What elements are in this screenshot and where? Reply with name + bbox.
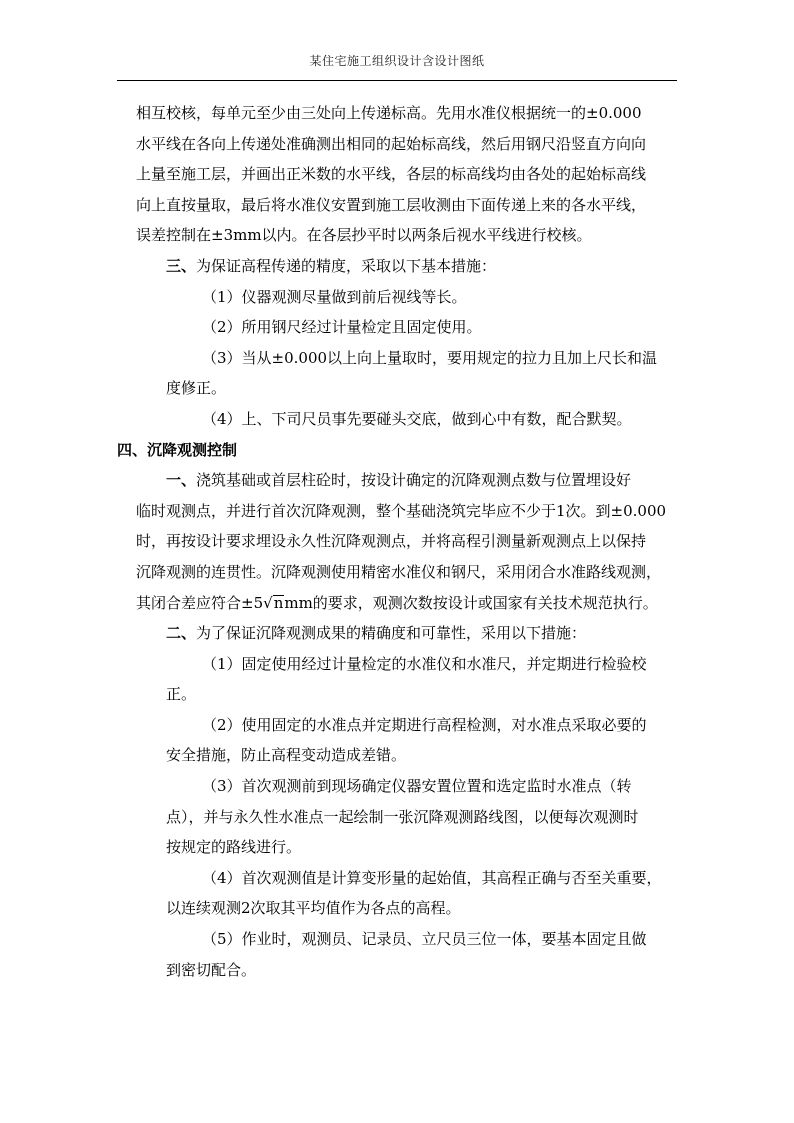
text-line: 正。 <box>166 685 197 704</box>
section-three-intro <box>136 251 676 282</box>
text-line: 相互校核，每单元至少由三处向上传递标高。先用水准仪根据统一的±0.000 <box>136 104 642 122</box>
text-line <box>136 251 676 282</box>
text-line <box>136 588 676 619</box>
text-line: （1）固定使用经过计量检定的水准仪和水准尺，并定期进行检验校 <box>202 654 647 673</box>
text-line: 沉降观测的连贯性。沉降观测使用精密水准仪和钢尺，采用闭合水准路线观测， <box>136 562 662 581</box>
text-line: 时，再按设计要求埋设永久性沉降观测点，并将高程引测量新观测点上以保持 <box>136 532 647 551</box>
sqrt-symbol: √n <box>263 593 284 612</box>
document-body <box>117 98 676 985</box>
measure-item-4 <box>136 863 676 924</box>
text-line <box>136 465 676 496</box>
section-number: 三、 <box>166 256 197 275</box>
text-line: （1）仪器观测尽量做到前后视线等长。 <box>202 287 467 306</box>
text-line: 临时观测点，并进行首次沉降观测，整个基础浇筑完毕应不少于1次。到±0.000 <box>136 501 667 520</box>
text-line: （3）首次观测前到现场确定仪器安置位置和选定监时水准点（转 <box>202 777 632 796</box>
text-line: 以连续观测2次取其平均值作为各点的高程。 <box>166 899 461 918</box>
text-line: 按规定的路线进行。 <box>166 838 302 857</box>
header-divider <box>117 80 677 81</box>
text-line: （4）首次观测值是计算变形量的起始值，其高程正确与否至关重要， <box>202 868 662 887</box>
text-line: 向上直按量取，最后将水准仪安置到施工层收测由下面传递上来的各水平线， <box>136 195 647 214</box>
text-line: 水平线在各向上传递处准确测出相同的起始标高线，然后用钢尺沿竖直方向向 <box>136 134 647 153</box>
paragraph-elevation-transfer <box>136 98 676 251</box>
section-text: 浇筑基础或首层柱砼时，按设计确定的沉降观测点数与位置埋设好 <box>196 471 632 490</box>
measure-item-2 <box>136 312 676 343</box>
measure-item-3 <box>136 343 676 404</box>
text-line: 上量至施工层，并画出正米数的水平线，各层的标高线均由各处的起始标高线 <box>136 165 647 184</box>
text-line: 点），并与永久性水准点一起绘制一张沉降观测路线图，以便每次观测时 <box>166 807 639 826</box>
measure-item-1 <box>136 282 676 313</box>
text-line: （5）作业时，观测员、记录员、立尺员三位一体，要基本固定且做 <box>202 930 647 949</box>
section-number: 二、 <box>166 624 197 643</box>
text-segment: 其闭合差应符合±5 <box>136 593 264 612</box>
section-two-intro <box>136 618 676 649</box>
text-line: （2）使用固定的水准点并定期进行高程检测，对水准点采取必要的 <box>202 715 647 734</box>
text-line: 安全措施，防止高程变动造成差错。 <box>166 746 407 765</box>
paragraph-settlement-points <box>136 465 676 618</box>
page-header-title: 某住宅施工组织设计含设计图纸 <box>309 54 485 68</box>
measure-item-4 <box>136 404 676 435</box>
text-segment: mm的要求，观测次数按设计或国家有关技术规范执行。 <box>284 593 658 612</box>
text-line <box>136 618 676 649</box>
text-line: （3）当从±0.000以上向上量取时，要用规定的拉力且加上尺长和温 <box>202 348 658 367</box>
text-line: 度修正。 <box>166 379 227 398</box>
measure-item-2 <box>136 710 676 771</box>
section-number: 一、 <box>166 471 197 490</box>
section-text: 为保证高程传递的精度，采取以下基本措施： <box>196 256 497 275</box>
measure-item-3 <box>136 771 676 863</box>
section-text: 为了保证沉降观测成果的精确度和可靠性，采用以下措施： <box>196 624 587 643</box>
text-line: （4）上、下司尺员事先要碰头交底，做到心中有数，配合默契。 <box>202 409 632 428</box>
measure-item-1 <box>136 649 676 710</box>
heading-text: 四、沉降观测控制 <box>117 440 238 459</box>
measure-item-5 <box>136 924 676 985</box>
text-line: 到密切配合。 <box>166 960 257 979</box>
text-line: 误差控制在±3mm以内。在各层抄平时以两条后视水平线进行校核。 <box>136 226 592 245</box>
section-heading-settlement <box>117 435 676 466</box>
sqrt-radicand: n <box>273 593 284 612</box>
text-line: （2）所用钢尺经过计量检定且固定使用。 <box>202 318 482 337</box>
